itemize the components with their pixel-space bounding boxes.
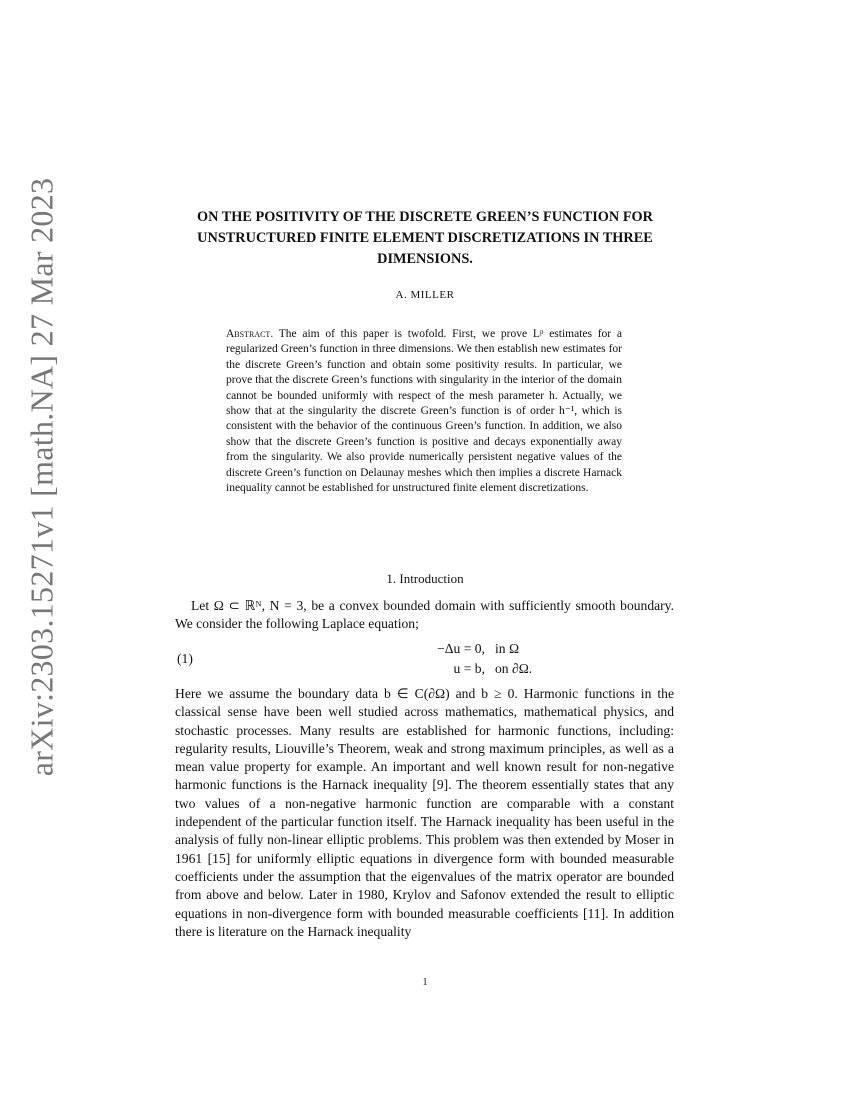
paper-title: ON THE POSITIVITY OF THE DISCRETE GREEN’S FUNCTION FOR UNSTRUCTURED FINITE ELEMENT DISCRETIZATIONS IN THREE DIMENSIONS.: [197, 209, 653, 267]
author-name: A. MILLER: [395, 289, 455, 301]
arxiv-identifier: arXiv:2303.15271v1 [math.NA] 27 Mar 2023: [23, 177, 60, 777]
equation-1: [175, 637, 674, 681]
arxiv-sidebar: [20, 177, 64, 777]
abstract-text: The aim of this paper is twofold. First, we prove Lᵖ estimates for a regularized Green’s function in three dimensions. We then establish new estimates for the discrete Green’s function and obtain some positivity results. In particular, we prove that the discrete Green’s functions with singularity in the interior of the domain cannot be bounded uniformly with respect of the mesh parameter h. Actually, we show that at the singularity the discrete Green’s function is of order h⁻¹, which is consistent with the behavior of the continuous Green’s function. In addition, we also show that the discrete Green’s function is positive and decays exponentially away from the singularity. We also provide numerically persistent negative values of the discrete Green’s function on Delaunay meshes which then implies a discrete Harnack inequality cannot be established for unstructured finite element discretizations.: [226, 328, 622, 495]
page-number: 1: [422, 977, 428, 988]
intro-paragraph-1: Let Ω ⊂ ℝᴺ, N = 3, be a convex bounded domain with sufficiently smooth boundary. We consider the following Laplace equation;: [175, 598, 674, 632]
abstract: [226, 327, 622, 496]
equation-line1-lhs: −Δu = 0,: [437, 641, 485, 656]
section-heading-introduction: 1. Introduction: [386, 571, 464, 586]
equation-number: (1): [177, 651, 193, 666]
equation-line2-rhs: on ∂Ω.: [495, 661, 533, 676]
equation-line2-lhs: u = b,: [453, 661, 485, 676]
intro-paragraph-2: Here we assume the boundary data b ∈ C(∂Ω) and b ≥ 0. Harmonic functions in the classical sense have been well studied across mathematics, mathematical physics, and stochastic processes. Many results are established for harmonic functions, including: regularity results, Liouville’s Theorem, weak and strong maximum principles, as well as a mean value property for example. An important and well known result for non-negative harmonic functions is the Harnack inequality [9]. The theorem essentially states that any two values of a non-negative harmonic function are comparable with a constant independent of the particular function itself. The Harnack inequality has been useful in the analysis of fully non-linear elliptic problems. This problem was then extended by Moser in 1961 [15] for uniformly elliptic equations in divergence form with bounded measurable coefficients under the assumption that the eigenvalues of the matrix operator are bounded from above and below. Later in 1980, Krylov and Safonov extended the result to elliptic equations in non-divergence form with bounded measurable coefficients [11]. In addition there is literature on the Harnack inequality: [175, 686, 674, 939]
equation-line1-rhs: in Ω: [495, 641, 520, 656]
abstract-label: Abstract.: [226, 328, 274, 340]
